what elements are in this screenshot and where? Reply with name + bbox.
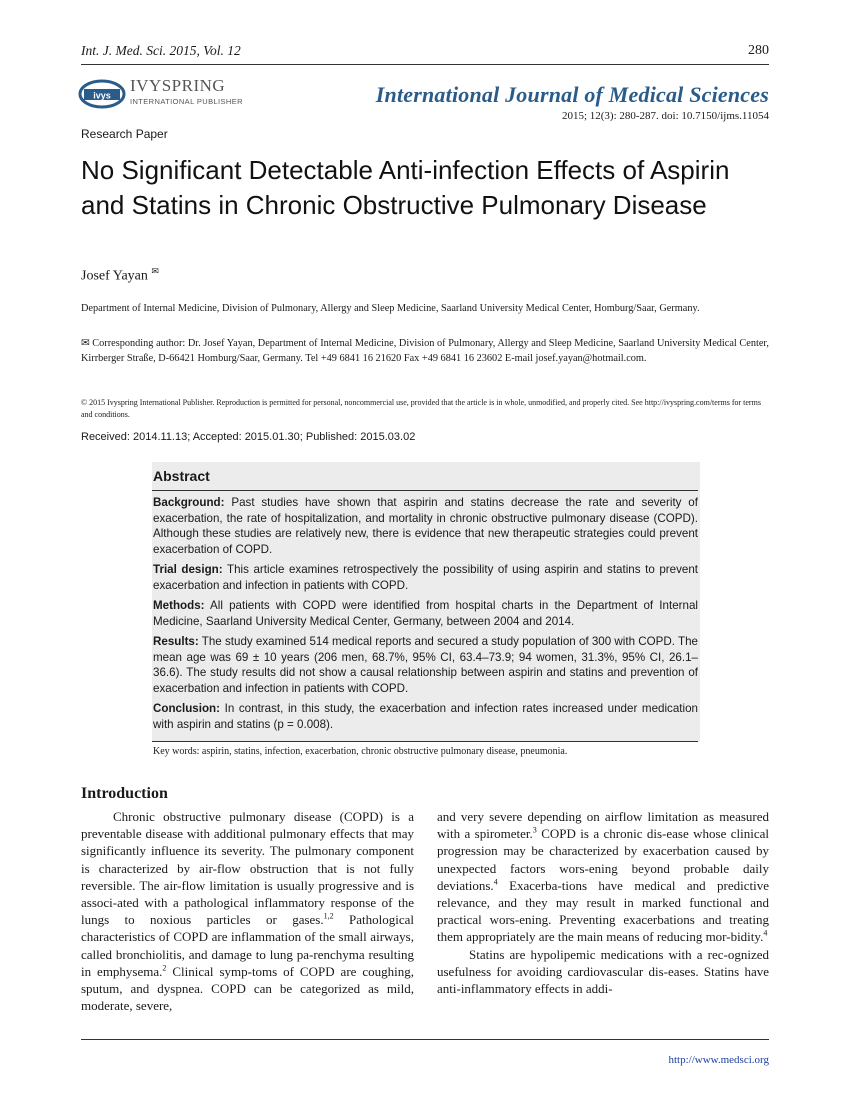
abstract-divider xyxy=(152,490,698,491)
paragraph xyxy=(437,808,769,946)
citation-ref[interactable]: 4 xyxy=(763,929,768,939)
email-icon: ✉ xyxy=(81,338,93,349)
body-column-left xyxy=(81,808,414,1014)
correspondence-text: Corresponding author: Dr. Josef Yayan, Department of Internal Medicine, Division of Pulmonary, Allergy and Sleep Medicine, Saarland University Medical Center, Kirrberger Straße, D-66421 Homburg/Saar, Germany. Tel +49 6841 16 21620 Fax +49 6841 16 23602 E-mail josef.yayan@hotmail.com. xyxy=(81,338,769,364)
copyright-notice: © 2015 Ivyspring International Publisher. Reproduction is permitted for personal, noncommercial use, provided that the article is in whole, unmodified, and properly cited. See http://ivyspring.com/terms for terms and conditions. xyxy=(81,398,761,419)
abstract-conclusion-section xyxy=(153,701,698,732)
email-icon[interactable]: ✉ xyxy=(151,266,159,276)
text-run: COPD is a chronic dis-ease whose clinical progression may be characterized by exacerbation caused by unexpected factors wors-ening beyond probable daily deviations. xyxy=(437,826,769,893)
section-label: Background: xyxy=(153,496,225,509)
publisher-name: IVYSPRING xyxy=(130,76,226,95)
section-label: Methods: xyxy=(153,599,205,612)
paragraph: Statins are hypolipemic medications with a rec-ognized usefulness for avoiding cardiovascular dis-eases. Statins have anti-inflammatory effects in addi- xyxy=(437,946,769,997)
svg-text:ivys: ivys xyxy=(93,90,111,101)
article-title: No Significant Detectable Anti-infection Effects of Aspirin and Statins in Chronic Obstructive Pulmonary Disease xyxy=(81,155,730,220)
publisher-logo xyxy=(78,76,258,110)
section-text: This article examines retrospectively the possibility of using aspirin and statins to prevent exacerbation and infection in patients with COPD. xyxy=(153,563,699,592)
keywords: Key words: aspirin, statins, infection, exacerbation, chronic obstructive pulmonary disease, pneumonia. xyxy=(153,746,568,757)
page-number: 280 xyxy=(748,43,769,58)
abstract-bottom-divider xyxy=(152,741,698,742)
abstract-background-section xyxy=(153,495,698,557)
text-run: Pathological characteristics of COPD are inflammation of the small airways, called bronchiolitis, and damage to lung pa-renchyma resulting in emphysema. xyxy=(81,912,414,979)
header-divider xyxy=(81,64,769,65)
section-text: All patients with COPD were identified from hospital charts in the Department of Internal Medicine, Saarland University Medical Center, Germany, between 2004 and 2014. xyxy=(153,599,698,628)
abstract-heading: Abstract xyxy=(153,468,210,484)
citation-ref[interactable]: 1,2 xyxy=(323,911,334,921)
section-label: Results: xyxy=(153,635,199,648)
abstract-results-section xyxy=(153,634,698,696)
section-label: Conclusion: xyxy=(153,702,220,715)
correspondence xyxy=(81,337,769,366)
abstract-body xyxy=(153,495,698,737)
author-name: Josef Yayan xyxy=(81,268,148,284)
text-run: Exacerba-tions have medical and predictive relevance, and they may result in marked functional and practical wors-ening. Preventing exacerbations and treating them appropriately are the main means of reducing mor-bidity. xyxy=(437,877,769,945)
citation-ref[interactable]: 2 xyxy=(162,963,167,973)
abstract-methods-section xyxy=(153,598,698,629)
text-run: Chronic obstructive pulmonary disease (COPD) is a preventable disease with additional pulmonary effects that may significantly influence its severity. The pulmonary component is characterized by air-flow obstruction that is not fully reversible. The air-flow limitation is usually progressive and is associ-ated with a pathological inflammatory response of the lungs to noxious particles or gases. xyxy=(81,809,414,928)
publication-dates: Received: 2014.11.13; Accepted: 2015.01.30; Published: 2015.03.02 xyxy=(81,431,416,443)
paragraph xyxy=(81,808,414,1014)
affiliation: Department of Internal Medicine, Division of Pulmonary, Allergy and Sleep Medicine, Saarland University Medical Center, Homburg/Saar, Germany. xyxy=(81,303,700,314)
article-type: Research Paper xyxy=(81,127,168,141)
body-column-right xyxy=(437,808,769,997)
ivyspring-logo-icon xyxy=(78,78,126,110)
journal-name: International Journal of Medical Sciences xyxy=(375,82,769,107)
section-heading-introduction: Introduction xyxy=(81,785,168,802)
abstract-trial-section xyxy=(153,562,698,593)
section-label: Trial design: xyxy=(153,563,223,576)
footer-link[interactable]: http://www.medsci.org xyxy=(668,1054,769,1066)
running-head-journal: Int. J. Med. Sci. 2015, Vol. 12 xyxy=(81,43,241,58)
section-text: In contrast, in this study, the exacerbation and infection rates increased under medication with aspirin and statins (p = 0.008). xyxy=(153,702,698,731)
citation-ref[interactable]: 3 xyxy=(532,825,537,835)
author xyxy=(81,266,159,285)
publisher-subtitle: INTERNATIONAL PUBLISHER xyxy=(130,97,243,106)
citation-ref[interactable]: 4 xyxy=(493,877,498,887)
text-run: Clinical symp-toms of COPD are coughing, sputum, and dyspnea. COPD can be categorized as mild, moderate, severe, xyxy=(81,963,414,1014)
footer-divider xyxy=(81,1039,769,1040)
citation: 2015; 12(3): 280-287. doi: 10.7150/ijms.11054 xyxy=(561,110,769,122)
text-run: and very severe depending on airflow limitation as measured with a spirometer. xyxy=(437,809,769,842)
section-text: The study examined 514 medical reports and secured a study population of 300 with COPD. The mean age was 69 ± 10 years (206 men, 68.7%, 95% CI, 63.4–73.9; 94 women, 31.3%, 95% CI, 26.1–36.6). The study results did not show a causal relationship between aspirin and statins and prevention of exacerbation and infection in patients with COPD. xyxy=(153,635,698,695)
section-text: Past studies have shown that aspirin and statins decrease the rate and severity of exacerbation, the rate of hospitalization, and mortality in chronic obstructive pulmonary disease (COPD). Although these studies are relatively new, there is evidence that new therapeutic strategies could prevent exacerbation of COPD. xyxy=(153,496,698,556)
